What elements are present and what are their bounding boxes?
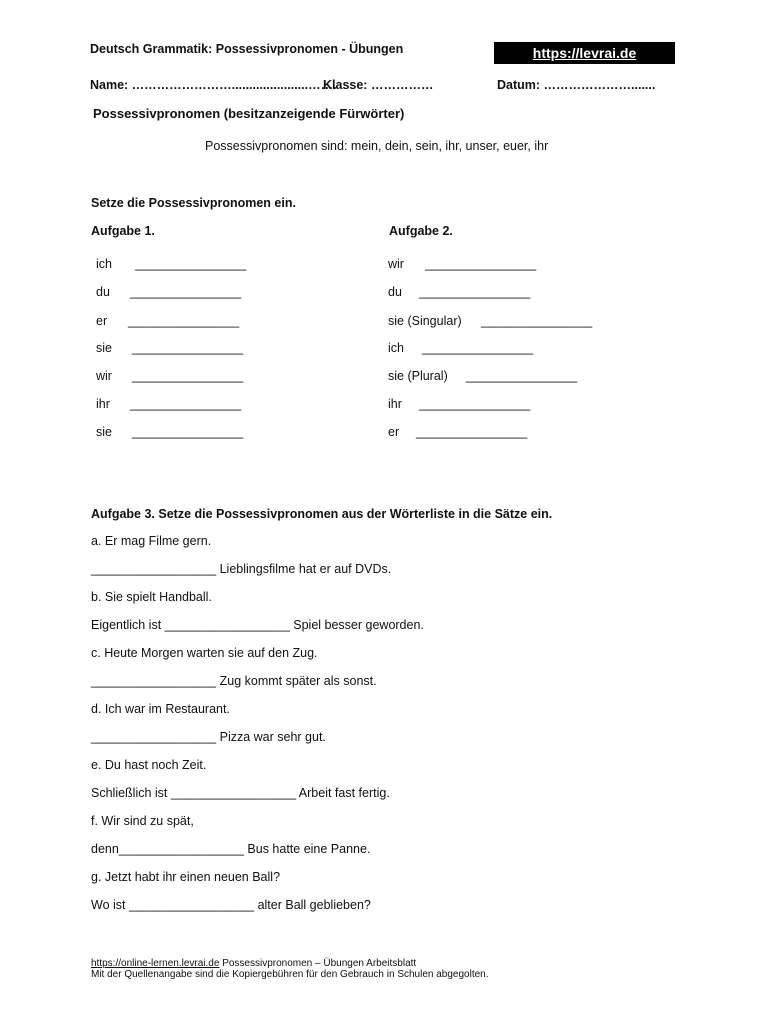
- aufgabe3-line: __________________ Pizza war sehr gut.: [91, 730, 326, 744]
- aufgabe1-blank: ________________: [132, 341, 244, 355]
- aufgabe3-line: d. Ich war im Restaurant.: [91, 702, 230, 716]
- aufgabe2-blank: ________________: [481, 314, 593, 328]
- site-url-link[interactable]: https://levrai.de: [532, 45, 637, 61]
- aufgabe2-word: sie (Singular): [388, 314, 462, 328]
- aufgabe3-line: g. Jetzt habt ihr einen neuen Ball?: [91, 870, 281, 884]
- aufgabe1-word: sie: [96, 341, 112, 355]
- aufgabe2-word: sie (Plural): [388, 369, 448, 383]
- aufgabe1-blank: ________________: [135, 257, 247, 271]
- aufgabe1-blank: ________________: [132, 425, 244, 439]
- aufgabe2-word: du: [388, 285, 402, 299]
- aufgabe2-blank: ________________: [422, 341, 534, 355]
- aufgabe1-word: ihr: [96, 397, 110, 411]
- aufgabe1-title: Aufgabe 1.: [91, 224, 155, 238]
- datum-field-label: Datum: ………………….......: [497, 78, 656, 92]
- klasse-field-label: Klasse: ……………: [323, 78, 434, 92]
- aufgabe3-line: f. Wir sind zu spät,: [91, 814, 194, 828]
- aufgabe3-line: b. Sie spielt Handball.: [91, 590, 212, 604]
- aufgabe1-word: du: [96, 285, 110, 299]
- footer-text: Possessivpronomen – Übungen Arbeitsblatt: [219, 958, 417, 969]
- aufgabe1-word: er: [96, 314, 108, 328]
- document-title: Deutsch Grammatik: Possessivpronomen - Übungen: [90, 42, 404, 56]
- aufgabe3-line: c. Heute Morgen warten sie auf den Zug.: [91, 646, 318, 660]
- aufgabe2-blank: ________________: [466, 369, 578, 383]
- aufgabe2-word: er: [388, 425, 400, 439]
- aufgabe1-blank: ________________: [128, 314, 240, 328]
- aufgabe2-blank: ________________: [425, 257, 537, 271]
- name-field-label: Name: ……………………......................…….: [90, 78, 337, 92]
- aufgabe3-line: denn__________________ Bus hatte eine Panne.: [91, 842, 371, 856]
- aufgabe2-blank: ________________: [419, 397, 531, 411]
- aufgabe1-blank: ________________: [132, 369, 244, 383]
- aufgabe1-blank: ________________: [130, 397, 242, 411]
- aufgabe1-word: ich: [96, 257, 112, 271]
- aufgabe3-line: Eigentlich ist __________________ Spiel besser geworden.: [91, 618, 424, 632]
- aufgabe2-title: Aufgabe 2.: [389, 224, 453, 238]
- aufgabe1-word: wir: [96, 369, 112, 383]
- aufgabe3-line: e. Du hast noch Zeit.: [91, 758, 207, 772]
- aufgabe2-word: wir: [388, 257, 404, 271]
- aufgabe3-title: Aufgabe 3. Setze die Possessivpronomen aus der Wörterliste in die Sätze ein.: [91, 507, 553, 521]
- footer-link[interactable]: https://online-lernen.levrai.de: [91, 958, 220, 969]
- aufgabe2-word: ihr: [388, 397, 402, 411]
- aufgabe3-line: Wo ist __________________ alter Ball geblieben?: [91, 898, 371, 912]
- footer-line: [91, 958, 416, 969]
- intro-text: Possessivpronomen sind: mein, dein, sein, ihr, unser, euer, ihr: [205, 139, 549, 153]
- aufgabe1-word: sie: [96, 425, 112, 439]
- aufgabe3-line: a. Er mag Filme gern.: [91, 534, 212, 548]
- section-title: Possessivpronomen (besitzanzeigende Fürwörter): [93, 106, 405, 121]
- aufgabe3-line: Schließlich ist __________________ Arbeit fast fertig.: [91, 786, 390, 800]
- site-url-badge[interactable]: [494, 42, 675, 64]
- aufgabe2-word: ich: [388, 341, 404, 355]
- aufgabe3-line: __________________ Zug kommt später als sonst.: [91, 674, 377, 688]
- aufgabe1-blank: ________________: [130, 285, 242, 299]
- aufgabe2-blank: ________________: [419, 285, 531, 299]
- aufgabe3-line: __________________ Lieblingsfilme hat er auf DVDs.: [91, 562, 392, 576]
- footer-copyright-note: Mit der Quellenangabe sind die Kopiergebühren für den Gebrauch in Schulen abgegolten.: [91, 969, 489, 980]
- aufgabe2-blank: ________________: [416, 425, 528, 439]
- instruction-heading: Setze die Possessivpronomen ein.: [91, 196, 296, 210]
